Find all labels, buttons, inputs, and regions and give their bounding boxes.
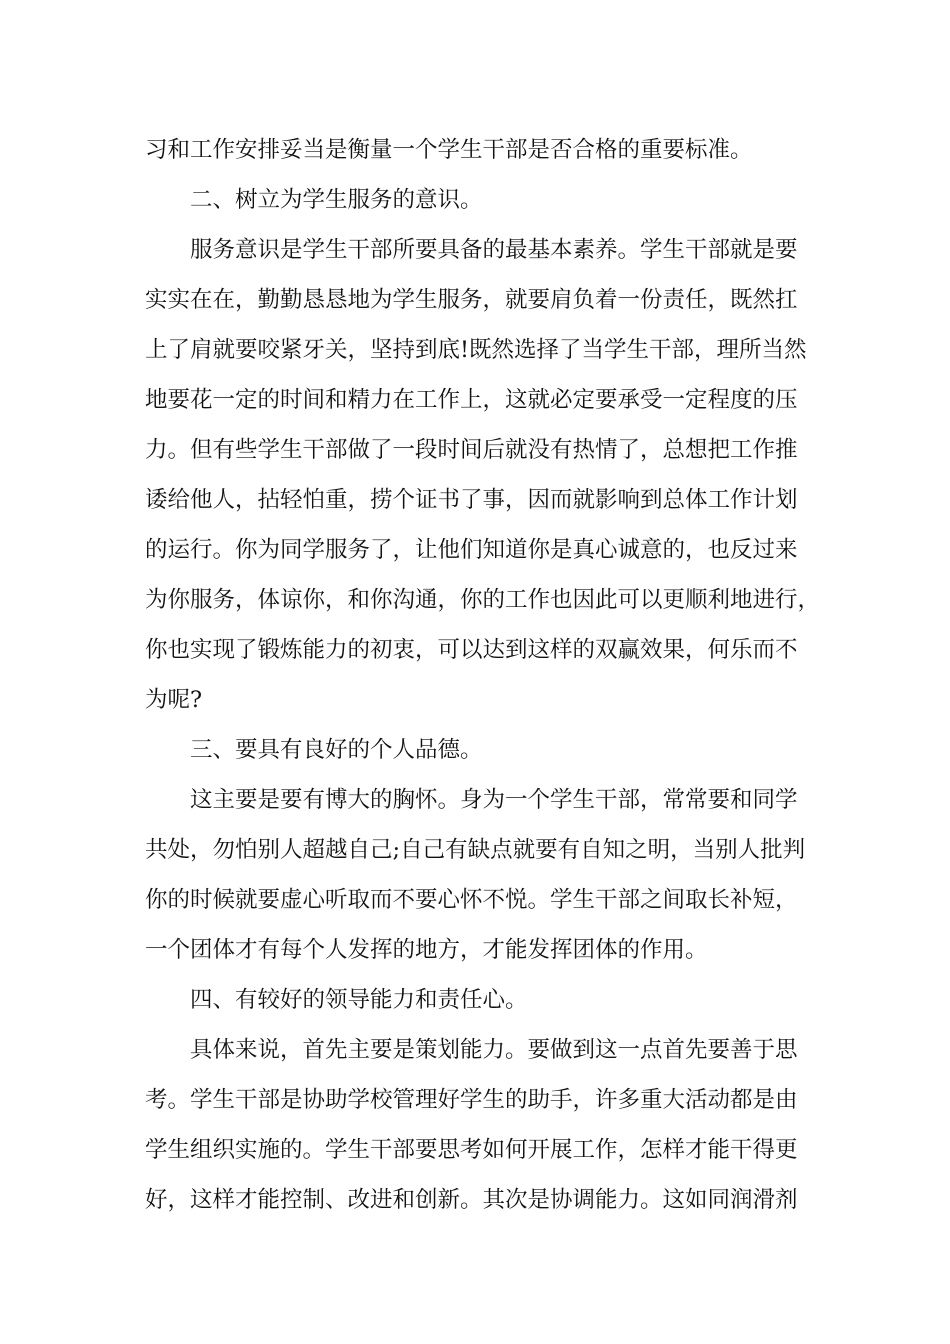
text-line: 地要花一定的时间和精力在工作上，这就必定要承受一定程度的压: [145, 387, 798, 413]
text-line: 具体来说，首先主要是策划能力。要做到这一点首先要善于思: [190, 1037, 798, 1063]
text-line: 习和工作安排妥当是衡量一个学生干部是否合格的重要标准。: [145, 137, 753, 163]
text-line: 学生组织实施的。学生干部要思考如何开展工作，怎样才能干得更: [145, 1137, 798, 1163]
text-line: 共处，勿怕别人超越自己;自己有缺点就要有自知之明，当别人批判: [145, 837, 806, 863]
text-line: 的运行。你为同学服务了，让他们知道你是真心诚意的，也反过来: [145, 537, 798, 563]
text-line: 为呢?: [145, 687, 203, 713]
text-line: 力。但有些学生干部做了一段时间后就没有热情了，总想把工作推: [145, 437, 798, 463]
text-line: 服务意识是学生干部所要具备的最基本素养。学生干部就是要: [190, 237, 798, 263]
text-line: 你也实现了锻炼能力的初衷，可以达到这样的双赢效果，何乐而不: [145, 637, 798, 663]
section-heading: 二、树立为学生服务的意识。: [190, 187, 483, 213]
text-line: 好，这样才能控制、改进和创新。其次是协调能力。这如同润滑剂: [145, 1187, 798, 1213]
text-line: 考。学生干部是协助学校管理好学生的助手，许多重大活动都是由: [145, 1087, 798, 1113]
text-line: 你的时候就要虚心听取而不要心怀不悦。学生干部之间取长补短，: [145, 887, 798, 913]
section-heading: 四、有较好的领导能力和责任心。: [190, 987, 528, 1013]
text-line: 上了肩就要咬紧牙关，坚持到底!既然选择了当学生干部，理所当然: [145, 337, 807, 363]
text-line: 一个团体才有每个人发挥的地方，才能发挥团体的作用。: [145, 937, 708, 963]
text-line: 实实在在，勤勤恳恳地为学生服务，就要肩负着一份责任，既然扛: [145, 287, 798, 313]
text-line: 这主要是要有博大的胸怀。身为一个学生干部，常常要和同学: [190, 787, 798, 813]
text-line: 为你服务，体谅你，和你沟通，你的工作也因此可以更顺利地进行，: [145, 587, 821, 613]
section-heading: 三、要具有良好的个人品德。: [190, 737, 483, 763]
text-line: 诿给他人，拈轻怕重，捞个证书了事，因而就影响到总体工作计划: [145, 487, 798, 513]
